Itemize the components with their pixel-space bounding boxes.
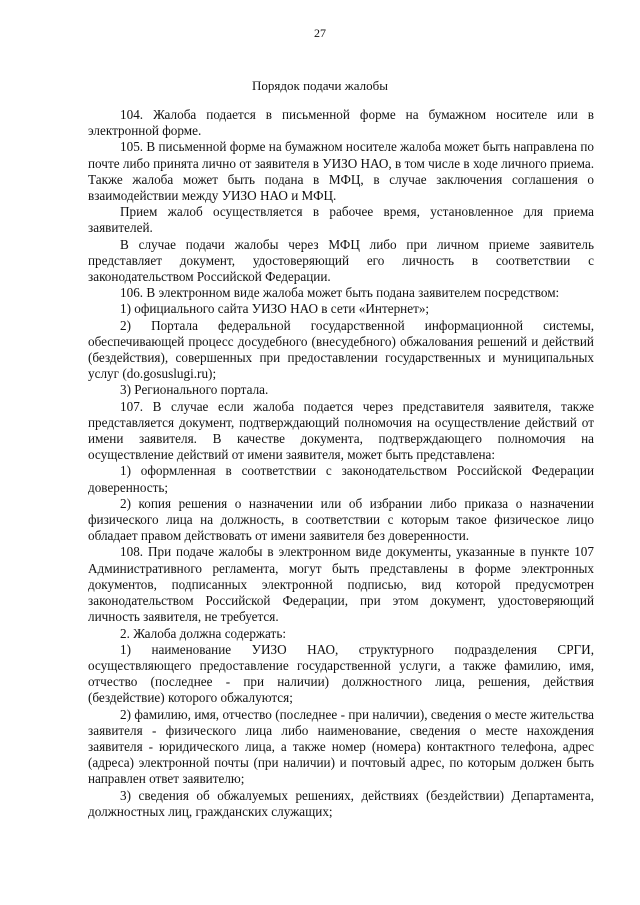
paragraph-106: 106. В электронном виде жалоба может быть подана заявителем посредством:	[120, 285, 560, 301]
list-item-appealed-decisions: 3) сведения об обжалуемых решениях, действиях (бездействии) Департамента, должностных лиц, гражданских служащих;	[88, 787, 594, 819]
paragraph-105: 105. В письменной форме на бумажном носителе жалоба может быть направлена по почте либо принята лично от заявителя в УИЗО НАО, в том числе в ходе личного приема. Также жалоба может быть подана в МФЦ, в случае заключения соглашения о взаимодействии между УИЗО НАО и МФЦ.	[88, 139, 594, 204]
list-item-official-site: 1) официального сайта УИЗО НАО в сети «Интернет»;	[120, 301, 430, 317]
paragraph-108: 108. При подаче жалобы в электронном виде документы, указанные в пункте 107 Административного регламента, могут быть представлены в форме электронных документов, подписанных электронной подписью, вид которой предусмотрен законодательством Российской Федерации, при этом документ, удостоверяющий личность заявителя, не требуется.	[88, 544, 594, 625]
paragraph-107: 107. В случае если жалоба подается через представителя заявителя, также представляется документ, подтверждающий полномочия на осуществление действий от имени заявителя. В качестве документа, подтверждающего полномочия на осуществление действий от имени заявителя, может быть представлена:	[88, 398, 594, 463]
paragraph-identity-document: В случае подачи жалобы через МФЦ либо при личном приеме заявитель представляет документ, удостоверяющий его личность в соответствии с законодательством Российской Федерации.	[88, 236, 594, 285]
list-item-appointment-copy: 2) копия решения о назначении или об избрании либо приказа о назначении физического лица на должность, в соответствии с которым такое физическое лицо обладает правом действовать от имени заявителя без доверенности.	[88, 495, 594, 544]
paragraph-104: 104. Жалоба подается в письменной форме на бумажном носителе или в электронной форме.	[88, 107, 594, 139]
list-item-regional-portal: 3) Регионального портала.	[120, 382, 269, 398]
list-item-applicant-details: 2) фамилию, имя, отчество (последнее - при наличии), сведения о месте жительства заявителя - физического лица либо наименование, сведения о месте нахождения заявителя - юридического лица, а также номер (номера) контактного телефона, адрес (адреса) электронной почты (при наличии) и почтовый адрес, по которым должен быть направлен ответ заявителю;	[88, 706, 594, 787]
list-item-organization-name: 1) наименование УИЗО НАО, структурного подразделения СРГИ, осуществляющего предоставление государственной услуги, а также фамилию, имя, отчество (последнее - при наличии) должностного лица, решения, действия (бездействие) которого обжалуются;	[88, 641, 594, 706]
list-item-power-of-attorney: 1) оформленная в соответствии с законодательством Российской Федерации доверенность;	[88, 463, 594, 495]
document-body	[88, 107, 594, 820]
paragraph-reception-time: Прием жалоб осуществляется в рабочее время, установленное для приема заявителей.	[88, 204, 594, 236]
page-number: 27	[314, 26, 326, 40]
paragraph-complaint-contents: 2. Жалоба должна содержать:	[120, 625, 286, 641]
list-item-federal-portal: 2) Портала федеральной государственной информационной системы, обеспечивающей процесс досудебного (внесудебного) обжалования решений и действий (бездействия), совершенных при предоставлении государственных и муниципальных услуг (do.gosuslugi.ru);	[88, 317, 594, 382]
section-heading: Порядок подачи жалобы	[252, 78, 388, 93]
